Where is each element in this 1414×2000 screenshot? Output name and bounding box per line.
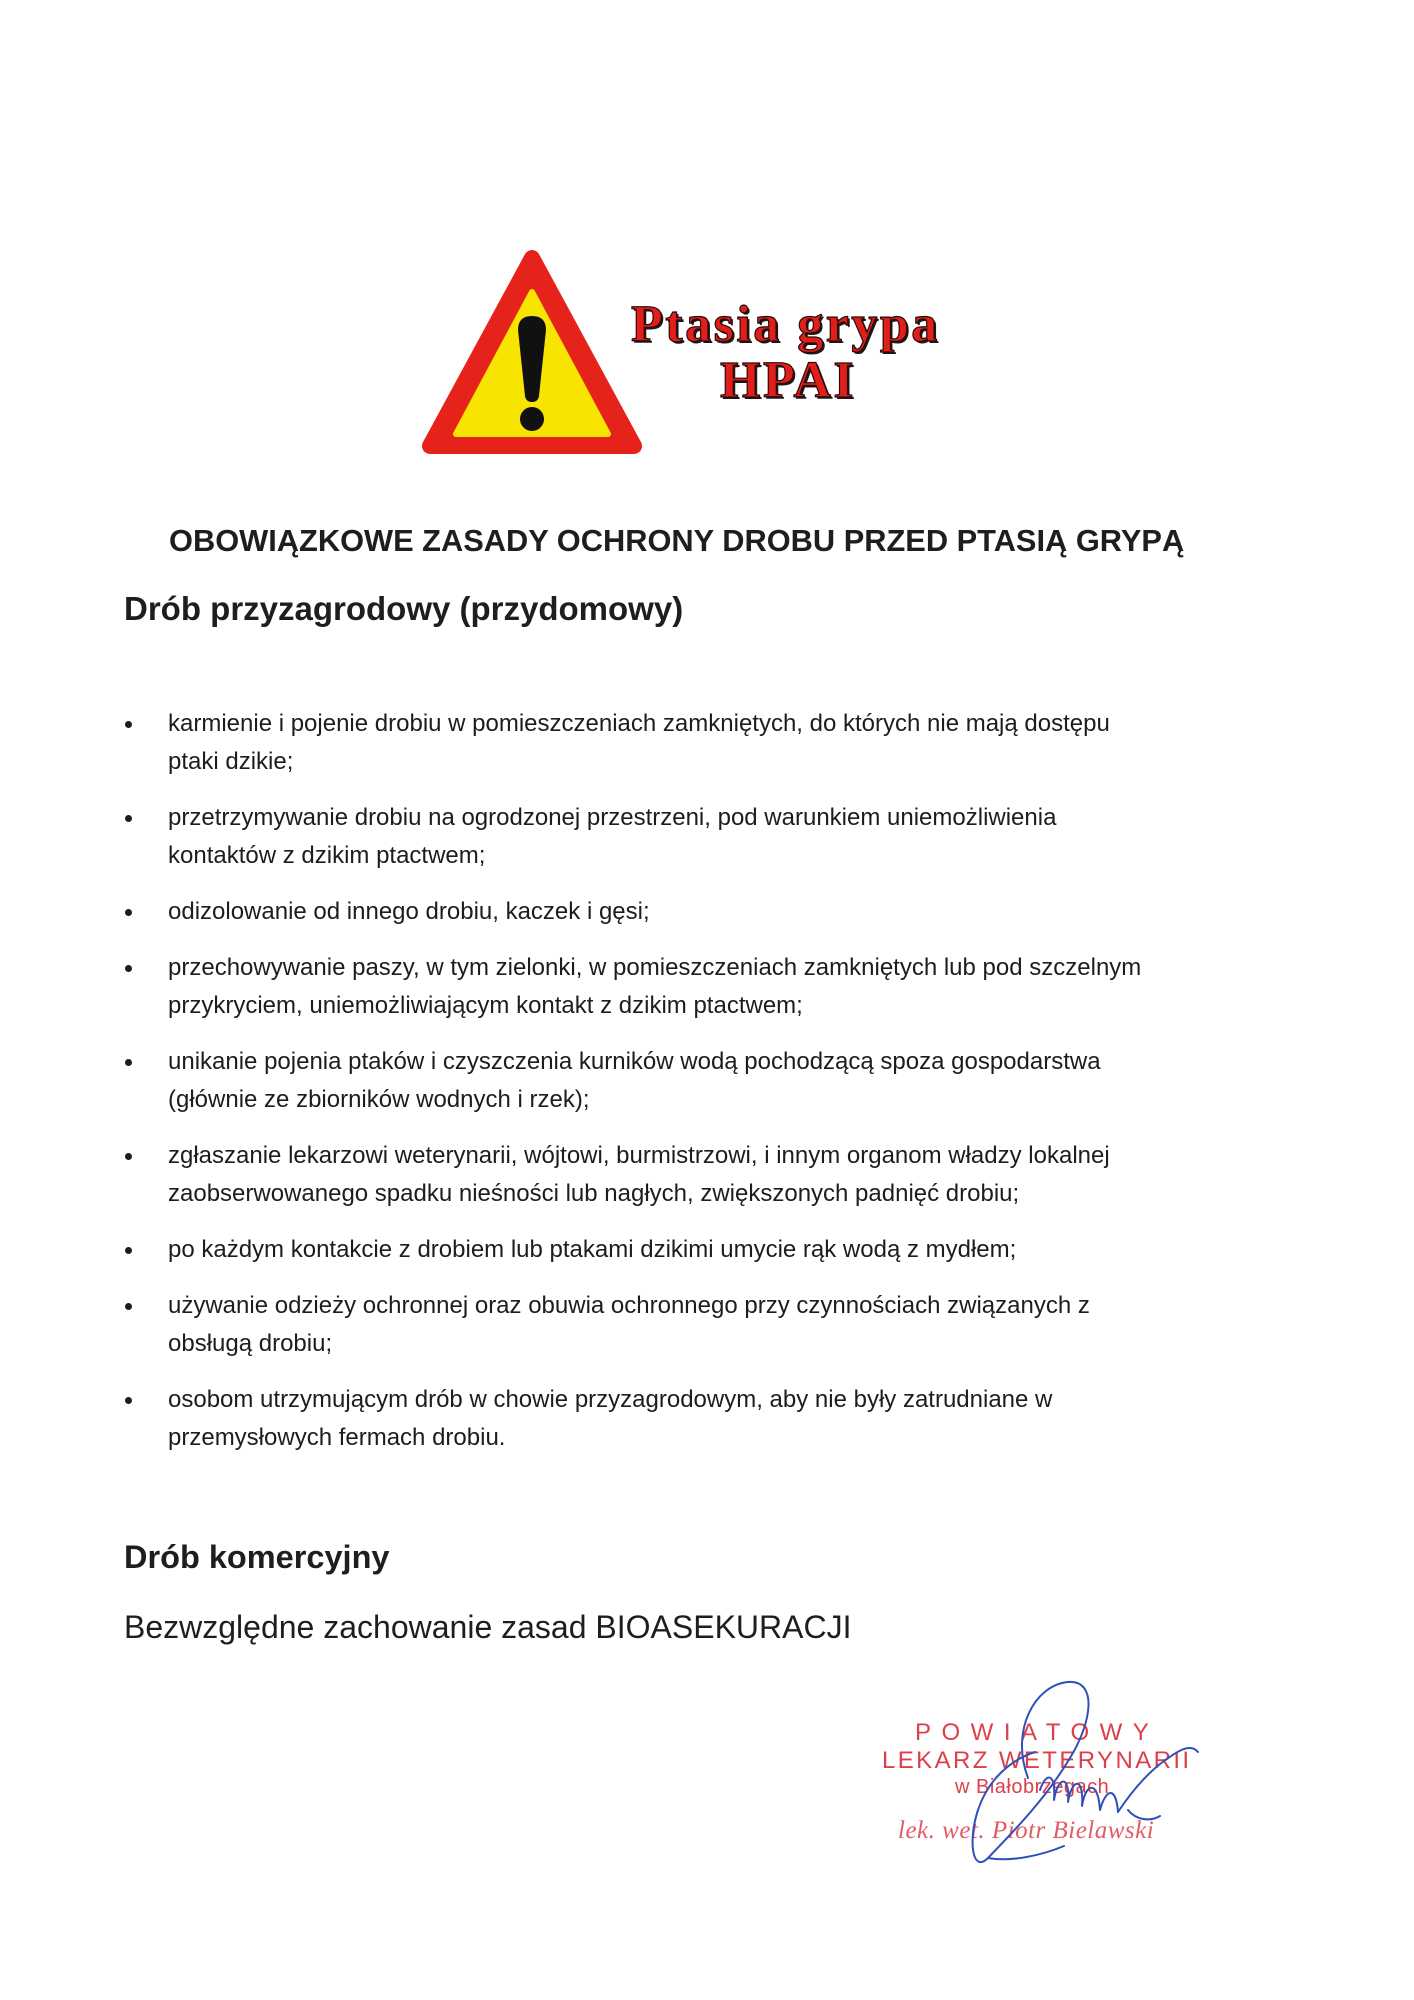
list-item-text-line: ptaki dzikie; xyxy=(168,748,294,775)
bullet-list xyxy=(0,705,1300,1475)
list-item-text-line: unikanie pojenia ptaków i czyszczenia kurników wodą pochodzącą spoza gospodarstwa xyxy=(168,1048,1101,1075)
list-item-text-line: kontaktów z dzikim ptactwem; xyxy=(168,842,486,869)
stamp-line-office: POWIATOWY xyxy=(915,1719,1160,1746)
list-item xyxy=(0,799,1300,875)
bullet-dot-icon xyxy=(125,1303,132,1310)
section-heading-commercial-poultry: Drób komercyjny xyxy=(124,1539,390,1575)
stamp-line-title: LEKARZ WETERYNARII xyxy=(882,1747,1192,1774)
list-item xyxy=(0,1137,1300,1213)
list-item xyxy=(0,1381,1300,1457)
logo-title-text: Ptasia grypa xyxy=(631,296,940,353)
bullet-dot-icon xyxy=(125,1153,132,1160)
list-item-text-line: przetrzymywanie drobiu na ogrodzonej przestrzeni, pod warunkiem uniemożliwienia xyxy=(168,804,1057,831)
list-item-text-line: obsługą drobiu; xyxy=(168,1330,333,1357)
list-item xyxy=(0,893,1300,931)
stamp-line-location: w Białobrzegach xyxy=(955,1776,1110,1798)
list-item-text-line: używanie odzieży ochronnej oraz obuwia ochronnego przy czynnościach związanych z xyxy=(168,1292,1090,1319)
list-item-text-line: osobom utrzymującym drób w chowie przyzagrodowym, aby nie były zatrudniane w xyxy=(168,1386,1053,1413)
bullet-dot-icon xyxy=(125,815,132,822)
section-heading-backyard-poultry: Drób przyzagrodowy (przydomowy) xyxy=(124,590,684,627)
list-item-text-line: odizolowanie od innego drobiu, kaczek i gęsi; xyxy=(168,898,650,925)
biosecurity-statement: Bezwzględne zachowanie zasad BIOASEKURACJI xyxy=(124,1609,852,1645)
bullet-dot-icon xyxy=(125,909,132,916)
bullet-dot-icon xyxy=(125,965,132,972)
list-item xyxy=(0,1043,1300,1119)
list-item-text-line: przykryciem, uniemożliwiającym kontakt z dzikim ptactwem; xyxy=(168,992,803,1019)
handwritten-signature-icon xyxy=(860,1660,1220,1890)
list-item-text-line: przemysłowych fermach drobiu. xyxy=(168,1424,506,1451)
list-item xyxy=(0,1231,1300,1269)
list-item-text-line: przechowywanie paszy, w tym zielonki, w pomieszczeniach zamkniętych lub pod szczelnym xyxy=(168,954,1142,981)
bullet-dot-icon xyxy=(125,1247,132,1254)
bullet-dot-icon xyxy=(125,721,132,728)
stamp-name: lek. wet. Piotr Bielawski xyxy=(898,1817,1155,1844)
list-item xyxy=(0,705,1300,781)
list-item-text-line: karmienie i pojenie drobiu w pomieszczeniach zamkniętych, do których nie mają dostępu xyxy=(168,710,1110,737)
list-item-text-line: zaobserwowanego spadku nieśności lub nagłych, zwiększonych padnięć drobiu; xyxy=(168,1180,1020,1207)
list-item-text-line: po każdym kontakcie z drobiem lub ptakami dzikimi umycie rąk wodą z mydłem; xyxy=(168,1236,1017,1263)
list-item-text-line: (głównie ze zbiorników wodnych i rzek); xyxy=(168,1086,590,1113)
list-item-text-line: zgłaszanie lekarzowi weterynarii, wójtowi, burmistrzowi, i innym organom władzy lokalnej xyxy=(168,1142,1110,1169)
list-item xyxy=(0,1287,1300,1363)
list-item xyxy=(0,949,1300,1025)
bullet-dot-icon xyxy=(125,1059,132,1066)
bullet-dot-icon xyxy=(125,1397,132,1404)
document-title: OBOWIĄZKOWE ZASADY OCHRONY DROBU PRZED PTASIĄ GRYPĄ xyxy=(169,523,1185,558)
warning-triangle-exclamation-icon xyxy=(420,248,645,458)
logo-subtitle-text: HPAI xyxy=(720,352,857,409)
